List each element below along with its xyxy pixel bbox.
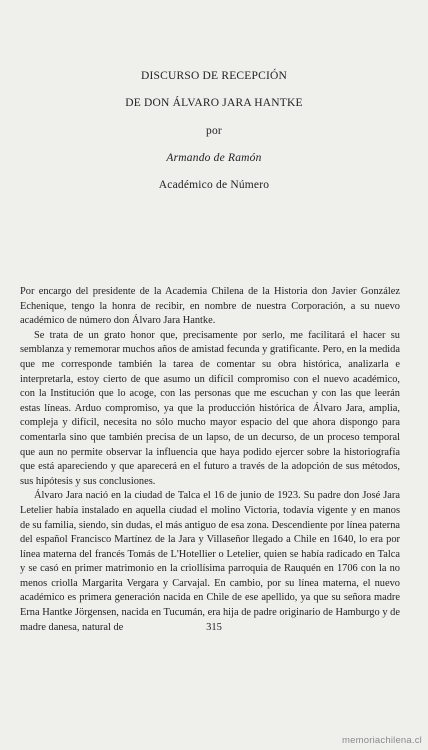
body-text [20,285,400,635]
watermark: memoriachilena.cl [342,735,422,746]
by-line: por [206,125,222,137]
paragraph: Álvaro Jara nació en la ciudad de Talca el 16 de junio de 1923. Su padre don José Jara Letelier había instalado en aquella ciudad el molino Victoria, todavía vigente y en manos de su familia, siendo, sin dudas, el más antiguo de esa zona. Descendiente por línea paterna del español Francisco Martínez de la Jara y Villaseñor llegado a Chile en 1640, lo era por línea materna del francés Tomás de L'Hotellier o Letelier, quien se había radicado en Talca y se casó en primer matrimonio en la criollísima parroquia de Rauquén en 1706 con la no menos criolla Margarita Vergara y Carvajal. En cambio, por su línea materna, el nuevo académico es primera generación nacida en Chile de ese apellido, ya que su señora madre Erna Hantke Jörgensen, nacida en Tucumán, era hija de padre originario de Hamburgo y de madre danesa, natural de [20,490,400,633]
author-role: Académico de Número [158,179,270,191]
author-name: Armando de Ramón [166,152,262,164]
title-line-1: DISCURSO DE RECEPCIÓN [140,70,288,82]
paragraph: Se trata de un grato honor que, precisamente por serlo, me facilitará el hacer su semblanza y rememorar muchos años de amistad fecunda y gratificante. Pero, en la medida que me corresponde también la tarea de comentar su obra histórica, analizarla e interpretarla, estoy cierto de que asumo un difícil compromiso con el nuevo académico, con la Institución que lo acoge, con las personas que me escuchan y con las que leerán estas líneas. Arduo compromiso, ya que la producción histórica de Álvaro Jara, amplia, compleja y difícil, necesita no sólo mucho mayor espacio del que ahora dispongo para comentarla sino que también precisa de un lapso, de un decurso, de un proceso temporal que aun no permite observar la influencia que haya podido ejercer sobre la historiografía que está apareciendo y que aparecerá en el futuro a través de la adopción de sus métodos, sus hipótesis y sus conclusiones. [20,329,400,487]
title-line-2: DE DON ÁLVARO JARA HANTKE [125,97,303,109]
paragraph: Por encargo del presidente de la Academia Chilena de la Historia don Javier González Echenique, tengo la honra de recibir, en nombre de nuestra Corporación, a su nuevo académico de número don Álvaro Jara Hantke. [20,286,400,327]
page-number: 315 [206,622,222,633]
